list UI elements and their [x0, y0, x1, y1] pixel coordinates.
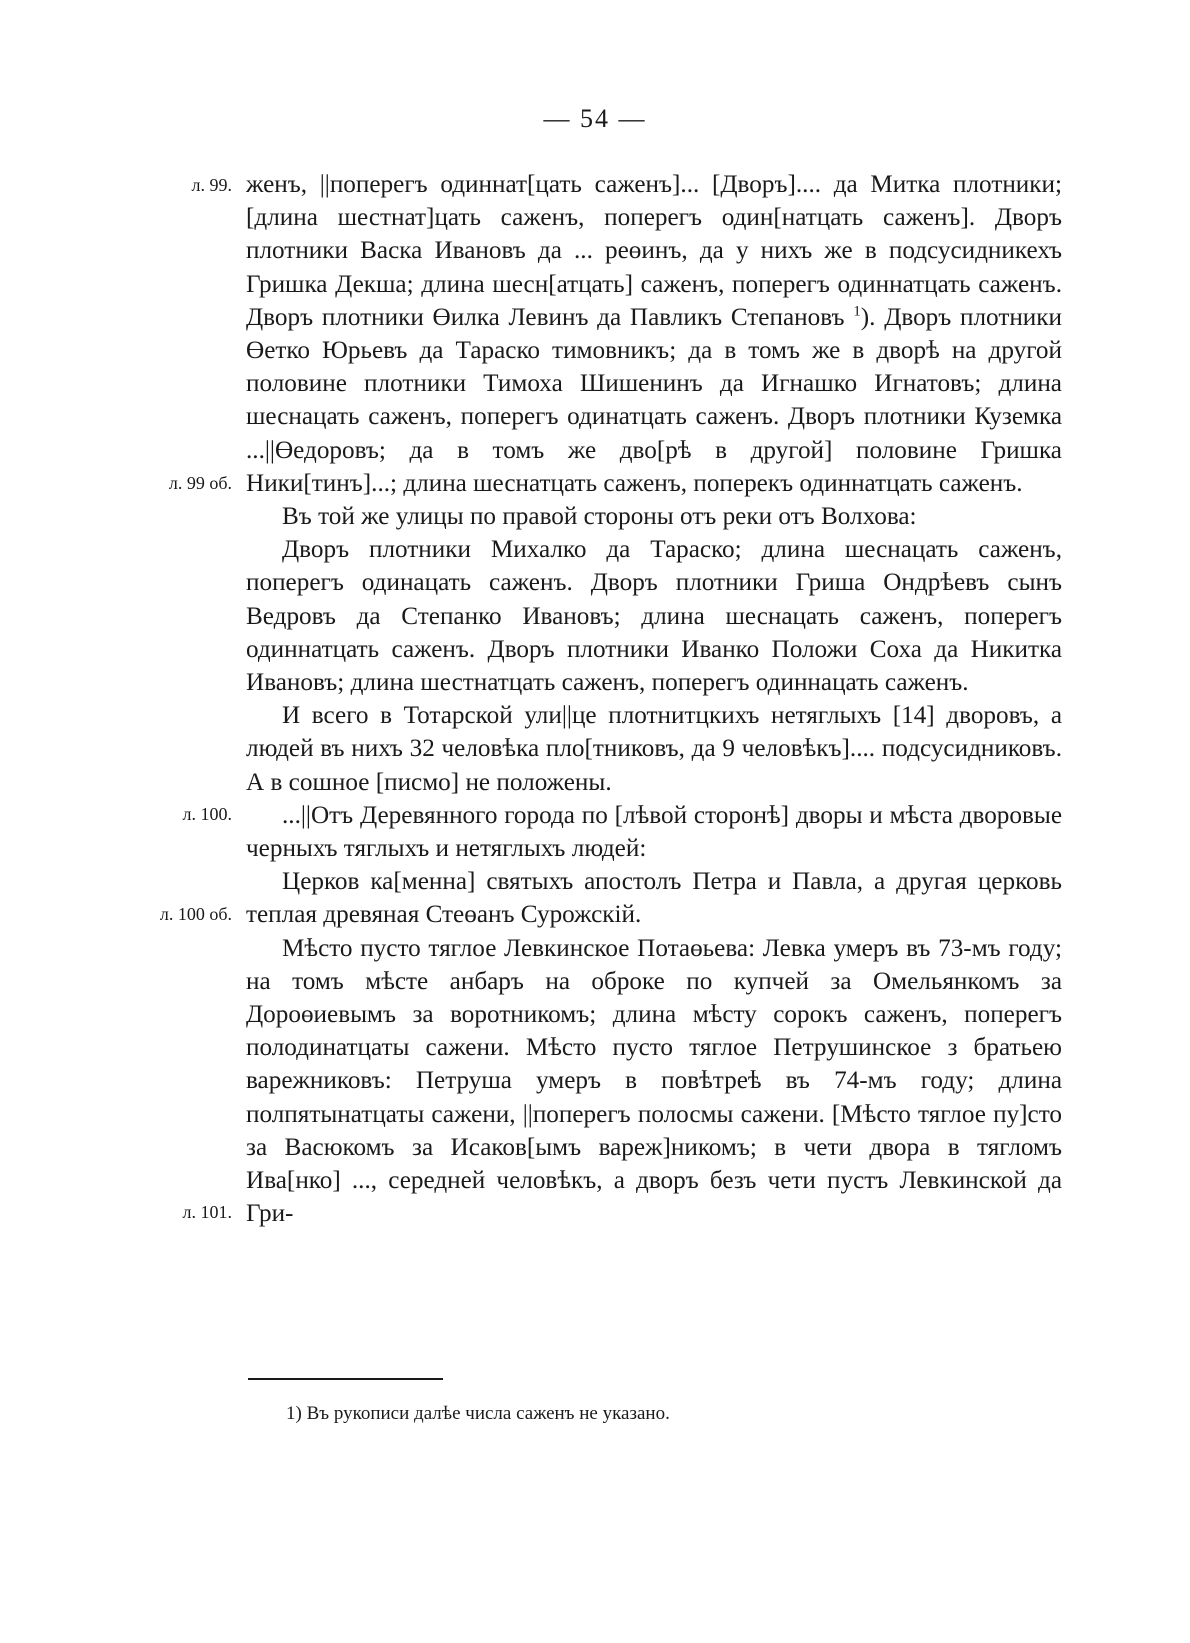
paragraph: Дворъ плотники Михалко да Тараско; длина шеснацать саженъ, поперегъ одинацать саженъ. Дворъ плотники Гриша Ондрѣевъ сынъ Ведровъ да Степанко Ивановъ; длина шеснацать саженъ, поперегъ одиннатцать саженъ. Дворъ плотники Иванко Положи Соха да Никитка Ивановъ; длина шестнатцать саженъ, поперегъ одиннацать саженъ. [246, 536, 1062, 697]
folio-note-99-verso: л. 99 об. [168, 473, 232, 493]
paragraph-text: женъ, ||поперегъ одиннат[цать саженъ]... [Дворъ].... да Митка плотники; [длина шестнат]цать саженъ, поперегъ один[натцать саженъ]. Дворъ плотники Васка Ивановъ да ... реөинъ, да у нихъ же в подсусидникехъ Гришка Декша; длина шесн[атцать] саженъ, поперегъ одиннатцать саженъ. Дворъ плотники Өилка Левинъ да Павликъ Степановъ [246, 171, 1062, 331]
folio-note-101: л. 101. [182, 1202, 232, 1222]
paragraph-text: ). Дворъ плотники Өетко Юрьевъ да Тараско тимовникъ; да в томъ же в дворѣ на другой половине плотники Тимоха Шишенинъ да Игнашко Игнатовъ; длина шеснацать саженъ, поперегъ одинатцать саженъ. Дворъ плотники Куземка ...||Өедоровъ; да в томъ же дво[рѣ в другой] половине Гришка Ники[тинъ]...; длина шеснатцать саженъ, поперекъ одиннатцать саженъ. [246, 303, 1063, 497]
footnote-reference: 1 [853, 303, 861, 320]
paragraph: ...||Отъ Деревянного города по [лѣвой сторонѣ] дворы и мѣста дворовые черныхъ тяглыхъ и нетяглыхъ людей: [246, 801, 1062, 863]
footnote-text: Въ рукописи далѣе числа саженъ не указано. [306, 1403, 670, 1424]
footnote-marker: 1 [286, 1403, 296, 1424]
main-text [246, 168, 1062, 1231]
footnote-divider [248, 1378, 443, 1380]
folio-note-100: л. 100. [182, 804, 232, 824]
footnote: 1) Въ рукописи далѣе числа саженъ не указано. [286, 1403, 670, 1424]
paragraph: И всего в Тотарской ули||це плотнитцкихъ нетяглыхъ [14] дворовъ, а людей въ нихъ 32 человѣка пло[тниковъ, да 9 человѣкъ].... подсусидниковъ. А в сошное [писмо] не положены. [246, 702, 1062, 796]
paragraph: Церков ка[менна] святыхъ апостолъ Петра и Павла, а другая церковь теплая древяная Стеөанъ Сурожскій. [246, 868, 1062, 929]
folio-note-100-verso: л. 100 об. [159, 904, 232, 924]
paragraph: Мѣсто пусто тяглое Левкинское Потаөьева: Левка умеръ въ 73-мъ году; на томъ мѣсте анбаръ на оброке по купчей за Омельянкомъ за Дороөиевымъ за воротникомъ; длина мѣсту сорокъ саженъ, поперегъ полодинатцаты сажени. Мѣсто пусто тяглое Петрушинское з братьею варежниковъ: Петруша умеръ в повѣтреѣ въ 74-мъ году; длина полпятынатцаты сажени, ||поперегъ полосмы сажени. [Мѣсто тяглое пу]сто за Васюкомъ за Исаков[ымъ вареж]никомъ; в чети двора в тягломъ Ива[нко] ..., середней человѣкъ, а дворъ безъ чети пустъ Левкинской да Гри- [246, 934, 1062, 1228]
page-number: — 54 — [543, 104, 647, 133]
folio-note-99: л. 99. [191, 175, 232, 195]
paragraph: Въ той же улицы по правой стороны отъ реки отъ Волхова: [282, 503, 917, 531]
paragraph-continued [246, 168, 1062, 500]
